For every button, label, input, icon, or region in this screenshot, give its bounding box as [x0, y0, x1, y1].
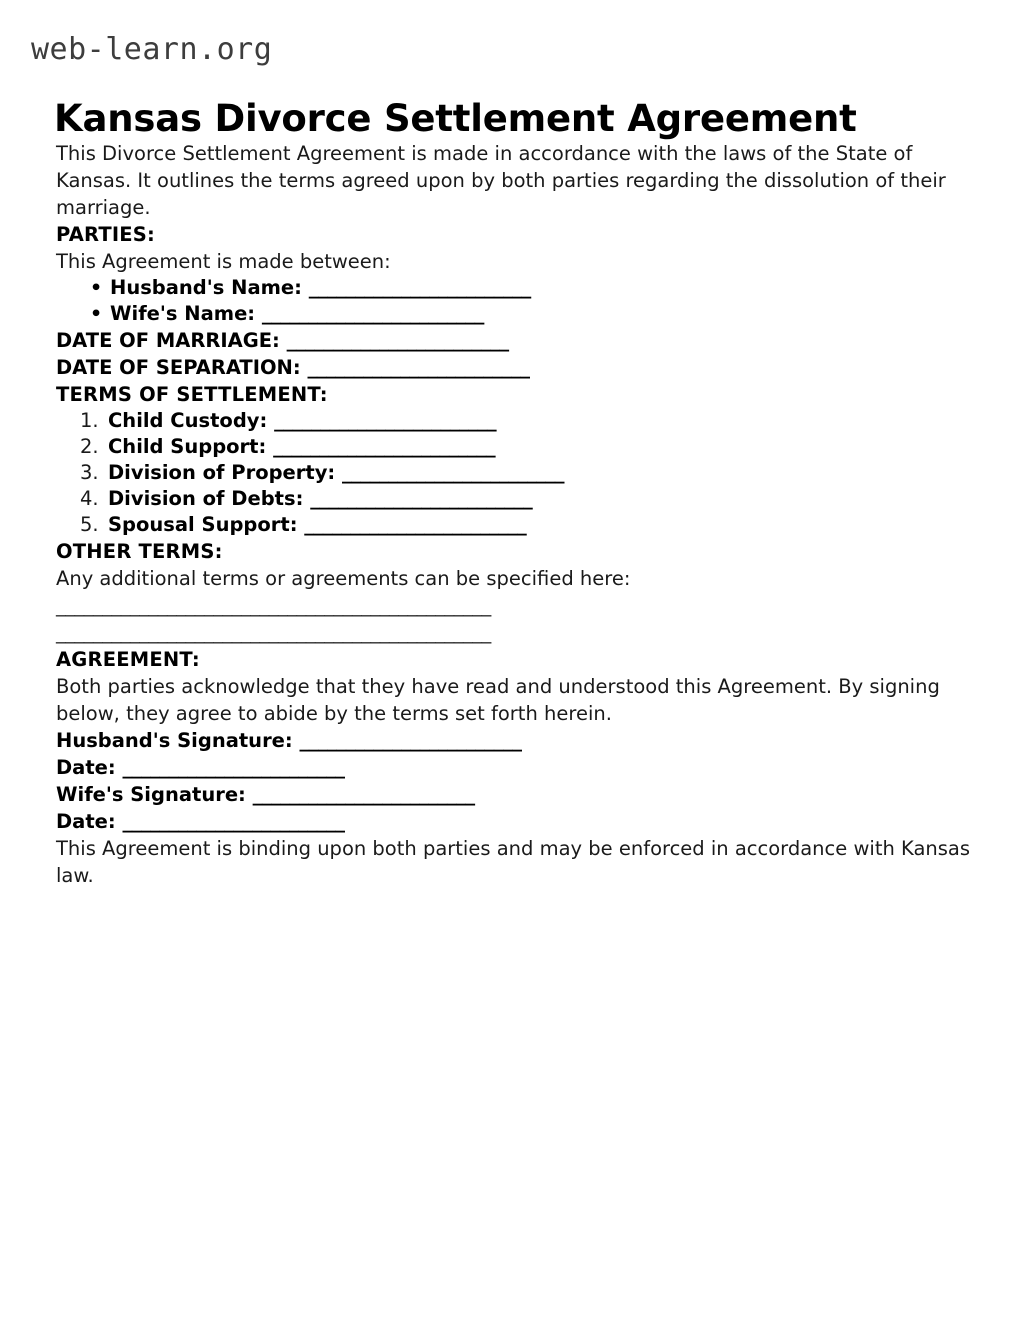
list-item [110, 275, 972, 301]
date-of-separation-field[interactable]: ________________________ [307, 356, 530, 379]
other-terms-intro: Any additional terms or agreements can be specified here: [56, 567, 631, 590]
husband-signature-field[interactable]: ________________________ [299, 729, 522, 752]
wife-signature-row [56, 781, 972, 808]
section-heading-agreement: AGREEMENT: [56, 648, 200, 671]
other-terms-blank-line-1[interactable]: _______________________________________________ [56, 594, 491, 617]
section-heading-parties: PARTIES: [56, 223, 156, 246]
section-heading-other-terms: OTHER TERMS: [56, 540, 223, 563]
husband-date-row [56, 754, 972, 781]
list-item [110, 301, 972, 327]
husband-name-label: Husband's Name: [110, 276, 309, 299]
terms-list [56, 408, 972, 538]
parties-list [56, 275, 972, 327]
list-item [80, 512, 972, 538]
agreement-paragraph: Both parties acknowledge that they have read and understood this Agreement. By signing below, they agree to abide by the terms set forth herein. [56, 675, 940, 725]
date-of-marriage-row [56, 327, 972, 354]
wife-date-row [56, 808, 972, 835]
husband-date-label: Date: [56, 756, 123, 779]
list-item [80, 460, 972, 486]
division-of-debts-label: Division of Debts: [108, 487, 311, 510]
wife-name-label: Wife's Name: [110, 302, 262, 325]
child-custody-label: Child Custody: [108, 409, 275, 432]
section-heading-terms-of-settlement: TERMS OF SETTLEMENT: [56, 383, 328, 406]
wife-date-field[interactable]: ________________________ [122, 810, 345, 833]
husband-signature-row [56, 727, 972, 754]
child-support-label: Child Support: [108, 435, 274, 458]
closing-paragraph: This Agreement is binding upon both parties and may be enforced in accordance with Kansas law. [56, 837, 971, 887]
wife-signature-label: Wife's Signature: [56, 783, 253, 806]
page-title: Kansas Divorce Settlement Agreement [54, 96, 857, 140]
other-terms-blank-line-2[interactable]: _______________________________________________ [56, 621, 491, 644]
date-of-marriage-field[interactable]: ________________________ [286, 329, 509, 352]
husband-signature-label: Husband's Signature: [56, 729, 300, 752]
list-item [80, 434, 972, 460]
wife-signature-field[interactable]: ________________________ [252, 783, 475, 806]
document-body [56, 140, 972, 889]
site-logo: web-learn.org [31, 32, 273, 67]
wife-date-label: Date: [56, 810, 123, 833]
child-support-field[interactable]: ________________________ [273, 435, 496, 458]
spousal-support-label: Spousal Support: [108, 513, 305, 536]
date-of-separation-label: DATE OF SEPARATION: [56, 356, 308, 379]
parties-intro: This Agreement is made between: [56, 250, 391, 273]
list-item [80, 408, 972, 434]
date-of-separation-row [56, 354, 972, 381]
intro-paragraph: This Divorce Settlement Agreement is made in accordance with the laws of the State of Kansas. It outlines the terms agreed upon by both parties regarding the dissolution of their marriage. [56, 142, 946, 219]
list-item [80, 486, 972, 512]
division-of-property-label: Division of Property: [108, 461, 343, 484]
division-of-debts-field[interactable]: ________________________ [310, 487, 533, 510]
husband-name-field[interactable]: ________________________ [308, 276, 531, 299]
child-custody-field[interactable]: ________________________ [274, 409, 497, 432]
wife-name-field[interactable]: ________________________ [261, 302, 484, 325]
division-of-property-field[interactable]: ________________________ [342, 461, 565, 484]
spousal-support-field[interactable]: ________________________ [304, 513, 527, 536]
date-of-marriage-label: DATE OF MARRIAGE: [56, 329, 287, 352]
husband-date-field[interactable]: ________________________ [122, 756, 345, 779]
